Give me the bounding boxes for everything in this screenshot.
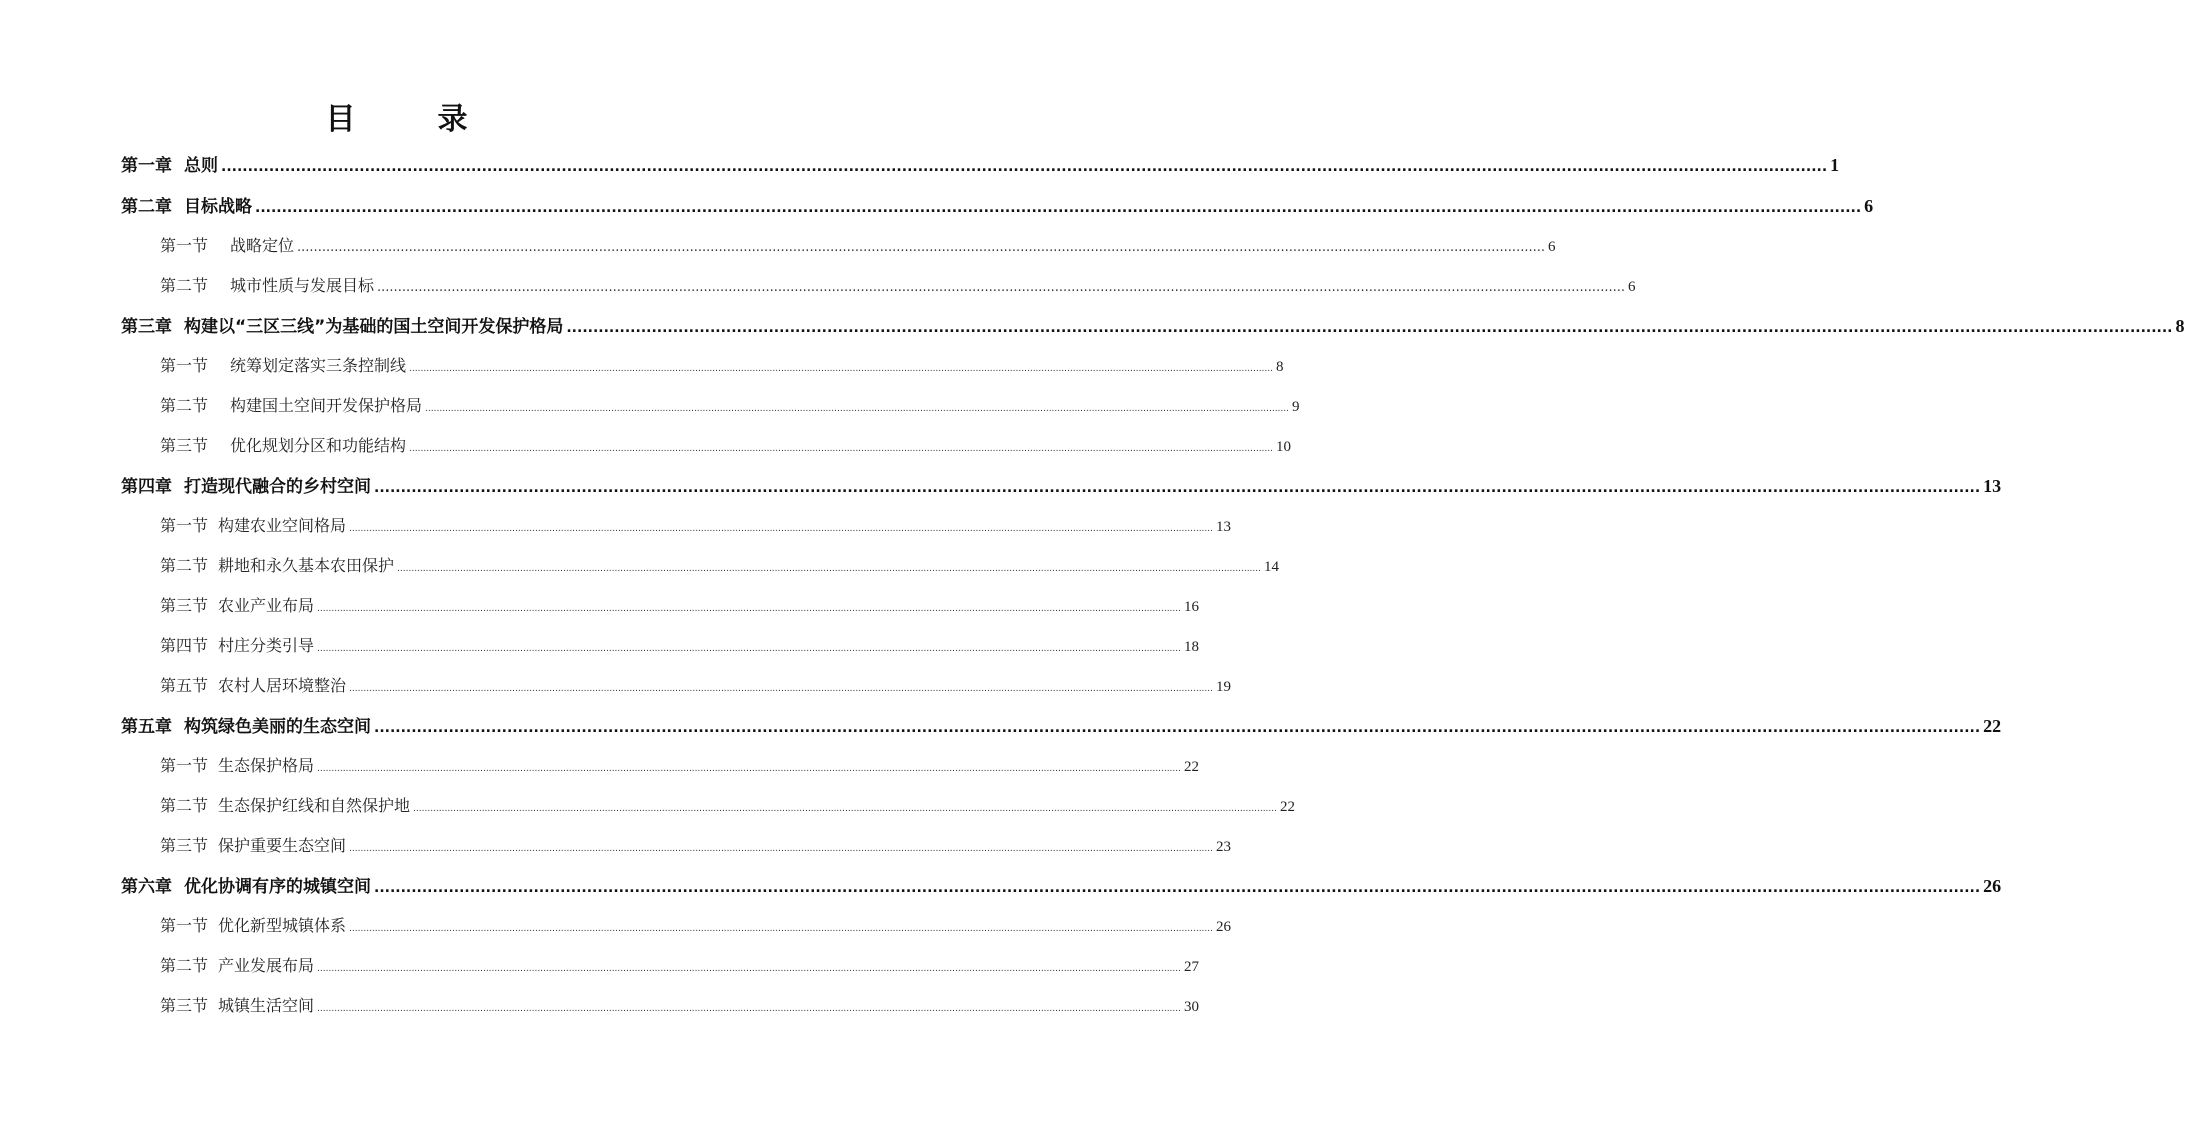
entry-label [121, 707, 371, 747]
entry-label [160, 746, 314, 786]
toc-entry-section[interactable] [160, 506, 1232, 546]
section-number: 第二节 [160, 556, 209, 575]
leader-dots: .............................................................................................................................................................................................................................................................................................................. [349, 924, 1214, 934]
toc-entry-section[interactable] [160, 426, 1292, 466]
page-number: 19 [1216, 679, 1232, 695]
page-number: 16 [1184, 599, 1200, 615]
page-number: 1 [1830, 155, 1840, 175]
toc-entry-chapter[interactable] [121, 145, 1840, 185]
leader-dots: .............................................................................................................................................................................................................................................................................................................. [317, 964, 1182, 974]
section-number: 第一节 [160, 236, 209, 255]
page-number: 9 [1292, 399, 1300, 415]
chapter-number: 第一章 [121, 156, 172, 176]
section-title: 城镇生活空间 [218, 996, 315, 1015]
page-number: 8 [2175, 316, 2185, 336]
entry-label [160, 826, 346, 866]
section-number: 第一节 [160, 356, 209, 375]
section-title: 生态保护格局 [218, 756, 315, 775]
section-number: 第三节 [160, 996, 209, 1015]
entry-label [160, 666, 346, 706]
leader-dots: .............................................................................................................................................................................................................................................................................................................. [374, 720, 1981, 736]
section-title: 构建农业空间格局 [218, 516, 347, 535]
section-number: 第二节 [160, 956, 209, 975]
entry-label [160, 506, 346, 546]
toc-entry-section[interactable] [160, 666, 1232, 706]
page-number: 22 [1184, 759, 1200, 775]
entry-label [160, 626, 314, 666]
chapter-title: 总则 [184, 156, 218, 176]
toc-entry-chapter[interactable] [121, 706, 2002, 746]
section-title: 村庄分类引导 [218, 636, 315, 655]
section-number: 第一节 [160, 756, 209, 775]
chapter-number: 第五章 [121, 717, 172, 737]
leader-dots: .............................................................................................................................................................................................................................................................................................................. [413, 804, 1278, 814]
page-number: 22 [1280, 799, 1296, 815]
page-number: 18 [1184, 639, 1200, 655]
page-number: 6 [1548, 239, 1556, 255]
entry-label [160, 986, 314, 1026]
chapter-number: 第二章 [121, 197, 172, 217]
chapter-number: 第三章 [121, 317, 172, 337]
section-title: 战略定位 [230, 236, 295, 255]
entry-label [160, 786, 410, 826]
page-number: 26 [1983, 876, 2002, 896]
entry-label [121, 467, 371, 507]
section-title: 保护重要生态空间 [218, 836, 347, 855]
chapter-title: 打造现代融合的乡村空间 [184, 477, 371, 497]
entry-label [160, 586, 314, 626]
toc-entry-section[interactable] [160, 546, 1280, 586]
page-number: 6 [1628, 279, 1636, 295]
entry-label [160, 546, 394, 586]
section-number: 第三节 [160, 596, 209, 615]
entry-label [121, 867, 371, 907]
leader-dots: .............................................................................................................................................................................................................................................................................................................. [374, 480, 1981, 496]
section-number: 第三节 [160, 836, 209, 855]
toc-entry-chapter[interactable] [121, 866, 2002, 906]
toc-entry-section[interactable] [160, 986, 1200, 1026]
leader-dots: .............................................................................................................................................................................................................................................................................................................. [409, 444, 1274, 454]
toc-entry-section[interactable] [160, 266, 1636, 306]
toc-entry-section[interactable] [160, 226, 1556, 266]
section-title: 生态保护红线和自然保护地 [218, 796, 411, 815]
entry-label [160, 346, 406, 386]
toc-entry-section[interactable] [160, 386, 1300, 426]
chapter-title: 构筑绿色美丽的生态空间 [184, 717, 371, 737]
chapter-number: 第六章 [121, 877, 172, 897]
leader-dots: .............................................................................................................................................................................................................................................................................................................. [297, 240, 1545, 255]
leader-dots: .............................................................................................................................................................................................................................................................................................................. [317, 764, 1182, 774]
page-number: 30 [1184, 999, 1200, 1015]
leader-dots: .............................................................................................................................................................................................................................................................................................................. [397, 564, 1262, 574]
section-number: 第三节 [160, 436, 209, 455]
section-number: 第二节 [160, 276, 209, 295]
section-number: 第五节 [160, 676, 209, 695]
page-number: 23 [1216, 839, 1232, 855]
toc-entry-section[interactable] [160, 786, 1296, 826]
section-number: 第二节 [160, 396, 209, 415]
entry-label [160, 946, 314, 986]
section-title: 农村人居环境整治 [218, 676, 347, 695]
leader-dots: .............................................................................................................................................................................................................................................................................................................. [349, 524, 1214, 534]
toc-entry-section[interactable] [160, 906, 1232, 946]
section-title: 耕地和永久基本农田保护 [218, 556, 395, 575]
chapter-number: 第四章 [121, 477, 172, 497]
toc-entry-chapter[interactable] [121, 466, 2002, 506]
entry-label [160, 426, 406, 466]
toc-entry-chapter[interactable] [121, 186, 1874, 226]
entry-label [160, 906, 346, 946]
toc-entry-section[interactable] [160, 946, 1200, 986]
page-number: 27 [1184, 959, 1200, 975]
leader-dots: .............................................................................................................................................................................................................................................................................................................. [566, 320, 2173, 336]
entry-label [160, 226, 294, 266]
page-number: 10 [1276, 439, 1292, 455]
toc-entry-section[interactable] [160, 626, 1200, 666]
entry-label [160, 266, 374, 306]
section-title: 农业产业布局 [218, 596, 315, 615]
toc-entry-section[interactable] [160, 586, 1200, 626]
page-number: 13 [1216, 519, 1232, 535]
leader-dots: .............................................................................................................................................................................................................................................................................................................. [255, 200, 1862, 216]
page-number: 6 [1864, 196, 1874, 216]
page-number: 14 [1264, 559, 1280, 575]
toc-entry-section[interactable] [160, 746, 1200, 786]
leader-dots: .............................................................................................................................................................................................................................................................................................................. [349, 684, 1214, 694]
leader-dots: .............................................................................................................................................................................................................................................................................................................. [349, 844, 1214, 854]
entry-label [121, 146, 218, 186]
toc-entry-section[interactable] [160, 346, 1284, 386]
section-title: 产业发展布局 [218, 956, 315, 975]
page-number: 13 [1983, 476, 2002, 496]
leader-dots: .............................................................................................................................................................................................................................................................................................................. [221, 159, 1828, 175]
section-number: 第一节 [160, 516, 209, 535]
toc-entry-section[interactable] [160, 826, 1232, 866]
section-number: 第二节 [160, 796, 209, 815]
leader-dots: .............................................................................................................................................................................................................................................................................................................. [317, 604, 1182, 614]
leader-dots: .............................................................................................................................................................................................................................................................................................................. [317, 1004, 1182, 1014]
leader-dots: .............................................................................................................................................................................................................................................................................................................. [374, 880, 1981, 896]
entry-label [121, 187, 252, 227]
leader-dots: .............................................................................................................................................................................................................................................................................................................. [317, 644, 1182, 654]
page-number: 26 [1216, 919, 1232, 935]
section-number: 第一节 [160, 916, 209, 935]
section-title: 优化新型城镇体系 [218, 916, 347, 935]
leader-dots: .............................................................................................................................................................................................................................................................................................................. [377, 280, 1625, 295]
entry-label [160, 386, 422, 426]
leader-dots: .............................................................................................................................................................................................................................................................................................................. [425, 404, 1290, 414]
chapter-title: 优化协调有序的城镇空间 [184, 877, 371, 897]
chapter-title: 构建以“三区三线”为基础的国土空间开发保护格局 [184, 317, 564, 337]
page-number: 22 [1983, 716, 2002, 736]
chapter-title: 目标战略 [184, 197, 252, 217]
leader-dots: .............................................................................................................................................................................................................................................................................................................. [409, 364, 1274, 374]
section-title: 统筹划定落实三条控制线 [230, 356, 407, 375]
entry-label [121, 307, 563, 347]
page-number: 8 [1276, 359, 1284, 375]
section-title: 城市性质与发展目标 [230, 276, 375, 295]
toc-entry-chapter[interactable] [121, 306, 2185, 346]
section-number: 第四节 [160, 636, 209, 655]
section-title: 构建国土空间开发保护格局 [230, 396, 423, 415]
toc-title: 目 录 [325, 102, 494, 137]
section-title: 优化规划分区和功能结构 [230, 436, 407, 455]
